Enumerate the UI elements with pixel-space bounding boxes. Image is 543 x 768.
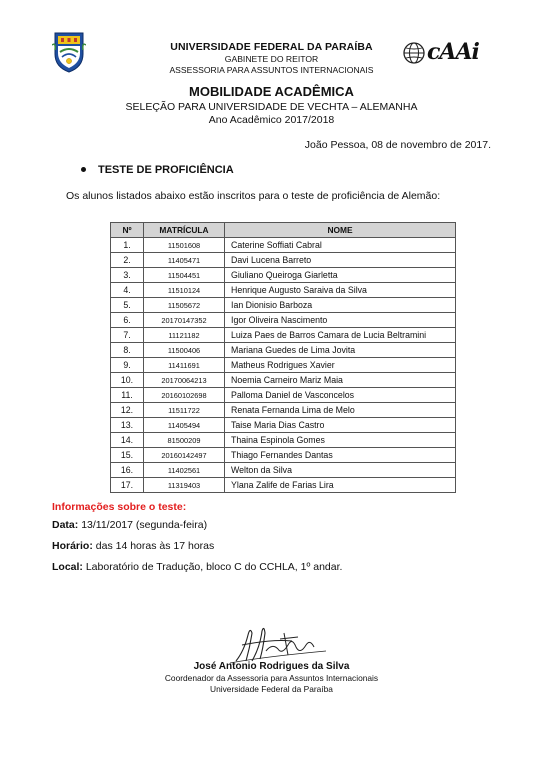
info-time-label: Horário: — [52, 540, 93, 552]
section-heading — [81, 164, 234, 176]
signatory-institution: Universidade Federal da Paraíba — [210, 684, 333, 694]
row-matricula: 81500209 — [144, 433, 225, 448]
row-number: 3. — [111, 268, 144, 283]
row-matricula: 20170147352 — [144, 313, 225, 328]
row-number: 8. — [111, 343, 144, 358]
row-nome: Mariana Guedes de Lima Jovita — [225, 343, 456, 358]
academic-year: Ano Acadêmico 2017/2018 — [208, 114, 335, 126]
info-date-value: 13/11/2017 (segunda-feira) — [81, 519, 208, 531]
header-nome: NOME — [225, 223, 456, 238]
table-row — [111, 373, 456, 388]
table-row — [111, 238, 456, 253]
row-matricula: 11402561 — [144, 463, 225, 478]
table-row — [111, 343, 456, 358]
row-nome: Caterine Soffiati Cabral — [225, 238, 456, 253]
row-matricula: 11121182 — [144, 328, 225, 343]
intro-paragraph: Os alunos listados abaixo estão inscritos para o teste de proficiência de Alemão: — [66, 190, 441, 202]
row-matricula: 11405494 — [144, 418, 225, 433]
table-row — [111, 253, 456, 268]
signatory-role: Coordenador da Assessoria para Assuntos Internacionais — [164, 673, 379, 683]
row-number: 1. — [111, 238, 144, 253]
row-matricula: 11510124 — [144, 283, 225, 298]
students-table — [110, 222, 456, 493]
row-nome: Palloma Daniel de Vasconcelos — [225, 388, 456, 403]
header-matricula: MATRÍCULA — [144, 223, 225, 238]
table-row — [111, 268, 456, 283]
section-heading-text: TESTE DE PROFICIÊNCIA — [98, 164, 234, 176]
row-matricula: 20170064213 — [144, 373, 225, 388]
row-nome: Igor Oliveira Nascimento — [225, 313, 456, 328]
row-nome: Renata Fernanda Lima de Melo — [225, 403, 456, 418]
info-location — [52, 561, 342, 573]
row-nome: Matheus Rodrigues Xavier — [225, 358, 456, 373]
row-matricula: 11319403 — [144, 478, 225, 493]
row-number: 9. — [111, 358, 144, 373]
row-number: 5. — [111, 298, 144, 313]
row-nome: Ylana Zalife de Farias Lira — [225, 478, 456, 493]
table-row — [111, 388, 456, 403]
info-date-label: Data: — [52, 519, 79, 531]
row-number: 7. — [111, 328, 144, 343]
row-nome: Giuliano Queiroga Giarletta — [225, 268, 456, 283]
row-number: 15. — [111, 448, 144, 463]
info-date — [52, 519, 207, 531]
row-number: 17. — [111, 478, 144, 493]
row-nome: Noemia Carneiro Mariz Maia — [225, 373, 456, 388]
students-table-body — [111, 238, 456, 493]
department-name: ASSESSORIA PARA ASSUNTOS INTERNACIONAIS — [169, 65, 374, 75]
row-nome: Taise Maria Dias Castro — [225, 418, 456, 433]
row-number: 11. — [111, 388, 144, 403]
row-nome: Welton da Silva — [225, 463, 456, 478]
info-time-value: das 14 horas às 17 horas — [95, 540, 215, 552]
table-row — [111, 298, 456, 313]
row-nome: Ian Dionisio Barboza — [225, 298, 456, 313]
row-matricula: 11411691 — [144, 358, 225, 373]
table-row — [111, 433, 456, 448]
info-time — [52, 540, 214, 552]
table-row — [111, 313, 456, 328]
handwritten-signature-icon — [222, 621, 334, 665]
row-matricula: 20160102698 — [144, 388, 225, 403]
row-number: 14. — [111, 433, 144, 448]
table-header-row — [111, 223, 456, 238]
row-number: 2. — [111, 253, 144, 268]
header-num: Nº — [111, 223, 144, 238]
office-name: GABINETE DO REITOR — [224, 54, 319, 64]
info-title: Informações sobre o teste: — [52, 501, 187, 513]
institution-name: UNIVERSIDADE FEDERAL DA PARAÍBA — [170, 41, 373, 53]
row-nome: Davi Lucena Barreto — [225, 253, 456, 268]
row-matricula: 11405471 — [144, 253, 225, 268]
signatory-name: José Antonio Rodrigues da Silva — [193, 661, 350, 672]
table-row — [111, 403, 456, 418]
info-location-value: Laboratório de Tradução, bloco C do CCHLA, 1º andar. — [85, 561, 343, 573]
row-number: 4. — [111, 283, 144, 298]
row-number: 10. — [111, 373, 144, 388]
page-subtitle: SELEÇÃO PARA UNIVERSIDADE DE VECHTA – ALEMANHA — [125, 101, 418, 113]
row-number: 12. — [111, 403, 144, 418]
caai-logo-text: cAAi — [427, 39, 479, 65]
table-row — [111, 448, 456, 463]
row-matricula: 11511722 — [144, 403, 225, 418]
row-nome: Luiza Paes de Barros Camara de Lucia Beltramini — [225, 328, 456, 343]
row-matricula: 11500406 — [144, 343, 225, 358]
row-matricula: 20160142497 — [144, 448, 225, 463]
row-nome: Thiago Fernandes Dantas — [225, 448, 456, 463]
info-location-label: Local: — [52, 561, 83, 573]
table-row — [111, 463, 456, 478]
date-line: João Pessoa, 08 de novembro de 2017. — [304, 139, 491, 151]
row-number: 13. — [111, 418, 144, 433]
row-nome: Thaina Espinola Gomes — [225, 433, 456, 448]
page-title: MOBILIDADE ACADÊMICA — [189, 84, 354, 99]
table-row — [111, 478, 456, 493]
table-row — [111, 418, 456, 433]
row-number: 16. — [111, 463, 144, 478]
table-row — [111, 328, 456, 343]
row-matricula: 11501608 — [144, 238, 225, 253]
table-row — [111, 358, 456, 373]
table-row — [111, 283, 456, 298]
row-nome: Henrique Augusto Saraiva da Silva — [225, 283, 456, 298]
row-number: 6. — [111, 313, 144, 328]
bullet-icon — [81, 167, 86, 172]
row-matricula: 11504451 — [144, 268, 225, 283]
row-matricula: 11505672 — [144, 298, 225, 313]
